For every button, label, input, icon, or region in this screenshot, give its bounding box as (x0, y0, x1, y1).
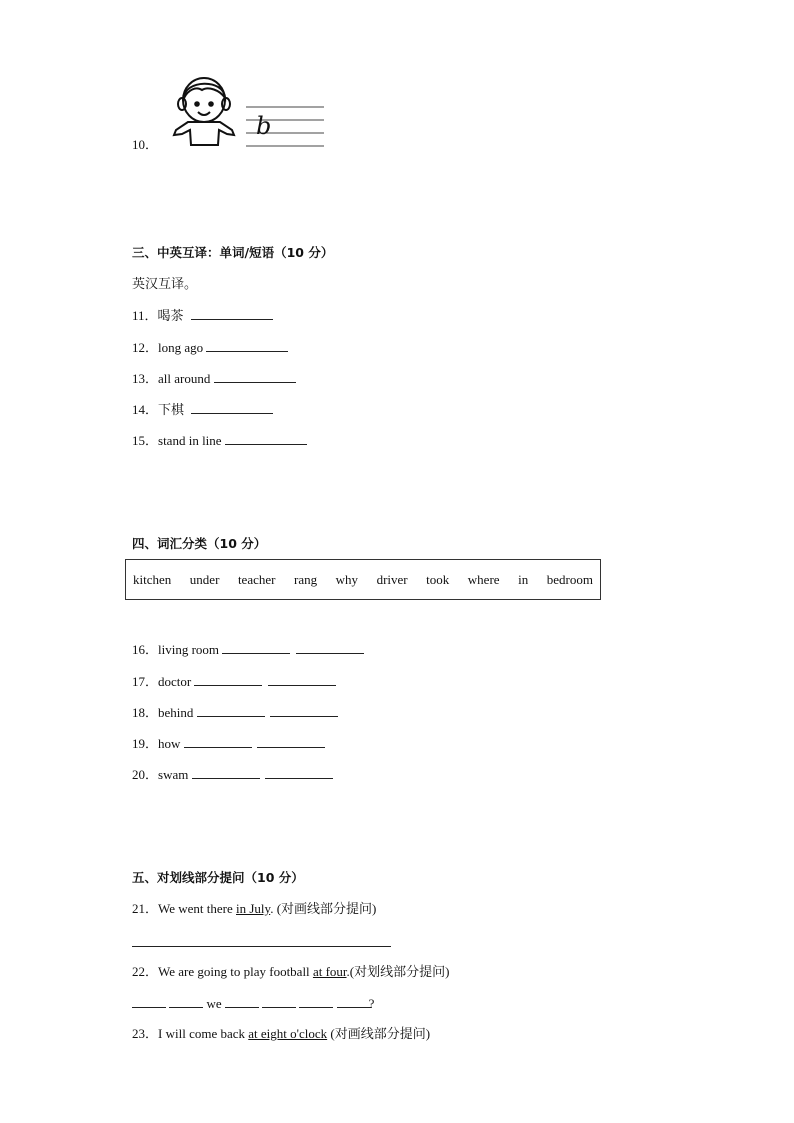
question-15 (132, 432, 307, 449)
question-number: 18． (132, 705, 159, 720)
given-word: we (206, 996, 222, 1011)
answer-blank[interactable] (296, 641, 364, 654)
question-text: We are going to play football (158, 964, 313, 979)
answer-blank[interactable] (194, 673, 262, 686)
word-bank-item: in (518, 571, 529, 587)
section-4-heading: 四、词汇分类（10 分） (132, 536, 267, 551)
word-bank-box (125, 559, 601, 600)
question-instruction: . (对画线部分提问) (270, 901, 377, 916)
question-18 (132, 704, 338, 721)
question-17 (132, 673, 336, 690)
question-number: 11． (132, 308, 158, 323)
answer-blank[interactable] (299, 995, 333, 1008)
question-number: 16． (132, 642, 159, 657)
question-19 (132, 735, 325, 752)
word-bank-item: where (467, 571, 500, 587)
answer-blank[interactable] (214, 370, 296, 383)
question-number: 14． (132, 402, 159, 417)
answer-blank[interactable] (268, 673, 336, 686)
answer-blank[interactable] (206, 339, 288, 352)
question-number: 10． (132, 137, 159, 152)
question-number: 22． (132, 964, 159, 979)
answer-blank[interactable] (191, 307, 273, 320)
question-22-answer (132, 995, 374, 1012)
answer-blank[interactable] (225, 432, 307, 445)
question-number: 23． (132, 1026, 159, 1041)
answer-blank[interactable] (265, 766, 333, 779)
section-3-heading: 三、中英互译：单词/短语（10 分） (132, 245, 334, 260)
question-text: I will come back (158, 1026, 249, 1041)
question-number: 17． (132, 674, 159, 689)
answer-blank[interactable] (270, 704, 338, 717)
word-bank-item: driver (376, 571, 408, 587)
answer-blank[interactable] (191, 401, 273, 414)
question-text: behind (158, 705, 194, 720)
answer-blank[interactable] (337, 995, 371, 1008)
question-instruction: .(对划线部分提问) (346, 964, 450, 979)
answer-line[interactable] (132, 946, 391, 947)
underlined-phrase: at four (312, 964, 347, 979)
answer-blank[interactable] (257, 735, 325, 748)
word-bank-item: teacher (237, 571, 276, 587)
word-bank-item: took (426, 571, 450, 587)
question-text: swam (158, 767, 189, 782)
word-bank-item: bedroom (546, 571, 593, 587)
question-23 (132, 1026, 430, 1042)
answer-blank[interactable] (225, 995, 259, 1008)
word-bank-item: rang (294, 571, 318, 587)
question-text: 喝茶 (157, 308, 187, 323)
underlined-phrase: in July (236, 901, 271, 916)
question-21 (132, 901, 376, 917)
answer-blank[interactable] (169, 995, 203, 1008)
answer-blank[interactable] (132, 995, 166, 1008)
question-number: 12． (132, 340, 159, 355)
question-number: 19． (132, 736, 159, 751)
written-letter: b (256, 112, 272, 140)
question-number: 21． (132, 901, 159, 916)
underlined-phrase: at eight o'clock (248, 1026, 328, 1041)
question-number: 20． (132, 767, 159, 782)
question-22 (132, 964, 449, 980)
question-text: We went there (158, 901, 237, 916)
question-14 (132, 401, 273, 418)
question-16 (132, 641, 364, 658)
answer-blank[interactable] (197, 704, 265, 717)
question-10-number (132, 137, 158, 153)
answer-blank[interactable] (192, 766, 260, 779)
question-11 (132, 307, 273, 324)
answer-blank[interactable] (184, 735, 252, 748)
question-text: 下棋 (158, 402, 188, 417)
question-text: long ago (158, 340, 204, 355)
question-text: how (158, 736, 181, 751)
boy-illustration (168, 72, 328, 152)
question-text: stand in line (158, 433, 222, 448)
question-number: 13． (132, 371, 159, 386)
word-bank-item: why (335, 571, 359, 587)
question-mark: ? (368, 996, 375, 1011)
word-bank-item: under (189, 571, 220, 587)
word-bank-item: kitchen (133, 571, 172, 587)
question-text: all around (158, 371, 211, 386)
question-instruction: (对画线部分提问) (327, 1026, 431, 1041)
section-3-instruction: 英汉互译。 (132, 276, 198, 291)
question-number: 15． (132, 433, 159, 448)
question-text: doctor (158, 674, 192, 689)
question-12 (132, 339, 288, 356)
answer-blank[interactable] (222, 641, 290, 654)
question-text: living room (158, 642, 220, 657)
answer-blank[interactable] (262, 995, 296, 1008)
question-13 (132, 370, 296, 387)
section-5-heading: 五、对划线部分提问（10 分） (132, 870, 304, 885)
question-20 (132, 766, 333, 783)
